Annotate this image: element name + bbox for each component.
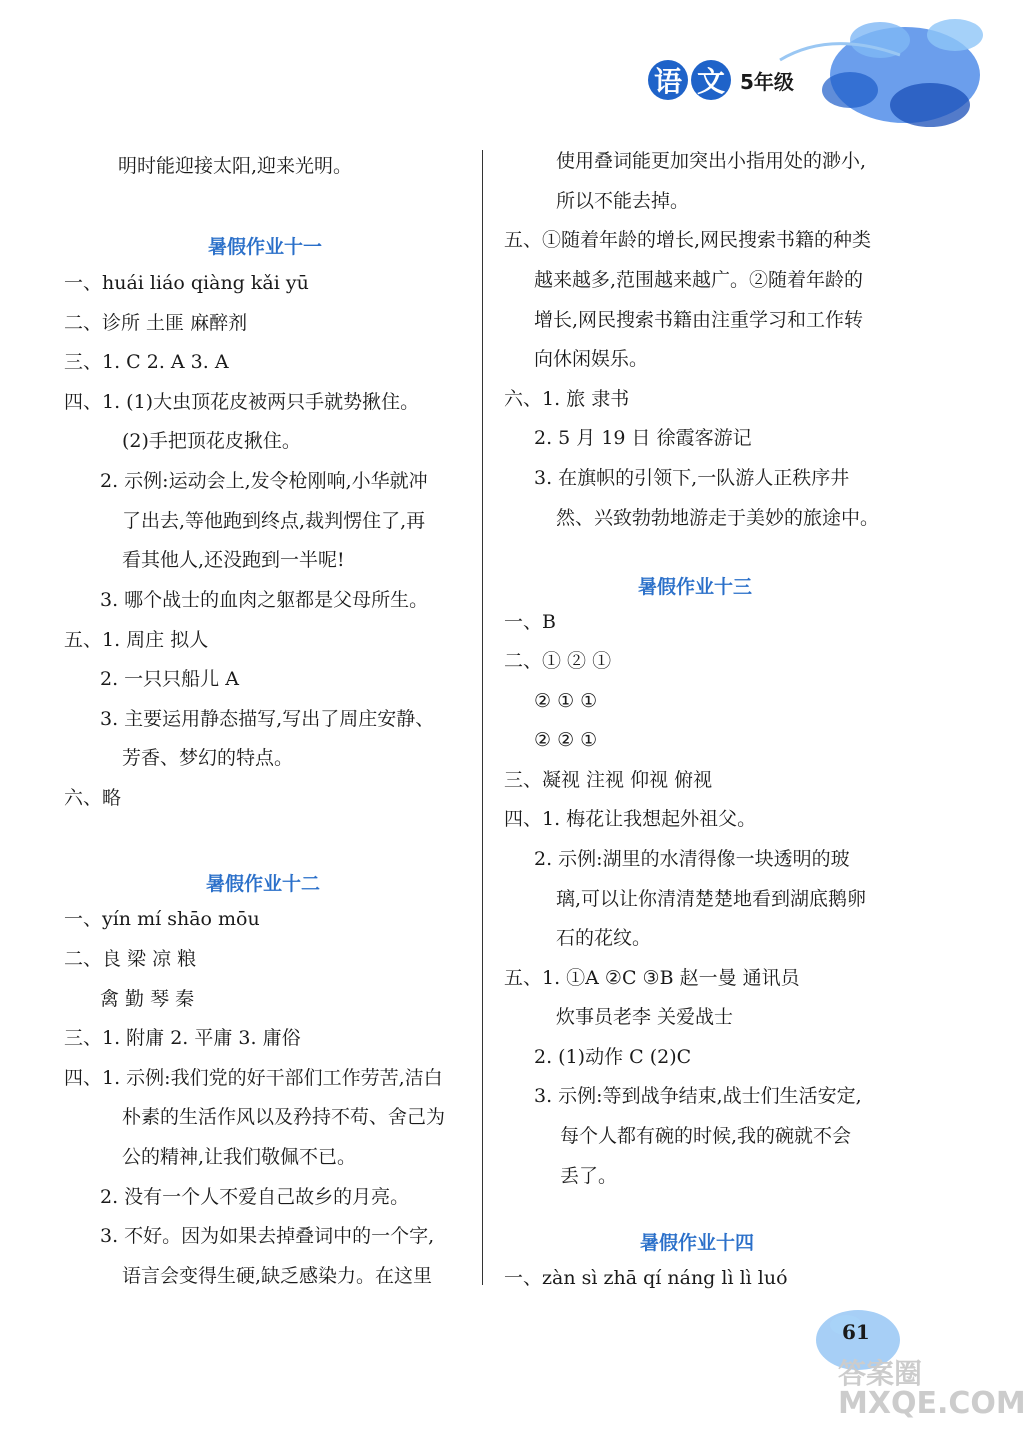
page-header — [0, 0, 1000, 140]
answer-line: 明时能迎接太阳,迎来光明。 — [118, 155, 353, 177]
flower-decoration — [0, 0, 1000, 140]
answer-line: 三、凝视 注视 仰视 俯视 — [504, 769, 713, 791]
answer-line: 3. 示例:等到战争结束,战士们生活安定, — [534, 1085, 862, 1107]
answer-line: 2. 一只只船儿 A — [100, 668, 239, 690]
answer-line: 一、huái liáo qiàng kǎi yū — [64, 272, 309, 294]
answer-line: 一、yín mí shāo mōu — [64, 908, 260, 930]
answer-line: 二、良 梁 凉 粮 — [64, 948, 197, 970]
answer-line: 然、兴致勃勃地游走于美妙的旅途中。 — [556, 507, 880, 529]
answer-line: ② ① ① — [534, 690, 598, 712]
answer-line: 3. 哪个战士的血肉之躯都是父母所生。 — [100, 589, 429, 611]
answer-line: 二、诊所 土匪 麻醉剂 — [64, 312, 248, 334]
answer-line: ② ② ① — [534, 729, 598, 751]
answer-line: 丢了。 — [560, 1165, 618, 1187]
answer-line: 六、略 — [64, 787, 122, 809]
answer-line: 向休闲娱乐。 — [534, 348, 649, 370]
column-divider — [482, 150, 483, 1285]
answer-line: 越来越多,范围越来越广。②随着年龄的 — [534, 269, 864, 291]
answer-line: 了出去,等他跑到终点,裁判愣住了,再 — [122, 510, 426, 532]
answer-line: 2. (1)动作 C (2)C — [534, 1046, 692, 1068]
section-heading: 暑假作业十四 — [640, 1232, 755, 1254]
section-heading: 暑假作业十一 — [208, 236, 323, 258]
answer-line: 二、① ② ① — [504, 650, 612, 672]
section-heading: 暑假作业十二 — [206, 873, 321, 895]
answer-line: 五、1. ①A ②C ③B 赵一曼 通讯员 — [504, 967, 800, 989]
answer-line: 语言会变得生硬,缺乏感染力。在这里 — [122, 1265, 433, 1287]
subject-char-2: 文 — [691, 60, 731, 100]
answer-line: 一、B — [504, 611, 556, 633]
answer-line: 3. 主要运用静态描写,写出了周庄安静、 — [100, 708, 435, 730]
answer-line: 四、1. 梅花让我想起外祖父。 — [504, 808, 757, 830]
answer-line: 四、1. 示例:我们党的好干部们工作劳苦,洁白 — [64, 1067, 443, 1089]
answer-line: 五、①随着年龄的增长,网民搜索书籍的种类 — [504, 229, 872, 251]
answer-line: 2. 示例:湖里的水清得像一块透明的玻 — [534, 848, 850, 870]
subject-title — [648, 60, 794, 100]
answer-line: 2. 示例:运动会上,发令枪刚响,小华就冲 — [100, 470, 428, 492]
answer-line: 芳香、梦幻的特点。 — [122, 747, 294, 769]
answer-line: 石的花纹。 — [556, 927, 652, 949]
answer-line: 3. 不好。因为如果去掉叠词中的一个字, — [100, 1225, 435, 1247]
page-number: 61 — [842, 1320, 870, 1344]
answer-line: 三、1. 附庸 2. 平庸 3. 庸俗 — [64, 1027, 301, 1049]
answer-line: 2. 5 月 19 日 徐霞客游记 — [534, 427, 752, 449]
answer-line: 2. 没有一个人不爱自己故乡的月亮。 — [100, 1186, 410, 1208]
answer-line: 禽 勤 琴 秦 — [100, 988, 195, 1010]
answer-line: 3. 在旗帜的引领下,一队游人正秩序井 — [534, 467, 850, 489]
answer-line: 五、1. 周庄 拟人 — [64, 629, 209, 651]
answer-line: 璃,可以让你清清楚楚地看到湖底鹅卵 — [556, 888, 867, 910]
answer-line: 朴素的生活作风以及矜持不苟、舍己为 — [122, 1106, 446, 1128]
watermark-logo: 答案圈 — [838, 1357, 923, 1390]
subject-char-1: 语 — [648, 60, 688, 100]
answer-line: 三、1. C 2. A 3. A — [64, 351, 229, 373]
answer-line: 使用叠词能更加突出小指用处的渺小, — [556, 150, 867, 172]
answer-line: (2)手把顶花皮揪住。 — [122, 430, 301, 452]
section-heading: 暑假作业十三 — [638, 576, 753, 598]
watermark-url: MXQE.COM — [838, 1386, 1026, 1421]
answer-line: 六、1. 旅 隶书 — [504, 388, 630, 410]
answer-line: 炊事员老李 关爱战士 — [556, 1006, 734, 1028]
answer-line: 公的精神,让我们敬佩不已。 — [122, 1146, 357, 1168]
answer-line: 一、zàn sì zhā qí náng lì lì luó — [504, 1267, 788, 1289]
answer-line: 看其他人,还没跑到一半呢! — [122, 549, 345, 571]
grade-label: 5年级 — [740, 69, 794, 94]
answer-line: 每个人都有碗的时候,我的碗就不会 — [560, 1125, 852, 1147]
answer-line: 四、1. (1)大虫顶花皮被两只手就势揪住。 — [64, 391, 420, 413]
answer-line: 所以不能去掉。 — [556, 190, 690, 212]
answer-line: 增长,网民搜索书籍由注重学习和工作转 — [534, 309, 864, 331]
